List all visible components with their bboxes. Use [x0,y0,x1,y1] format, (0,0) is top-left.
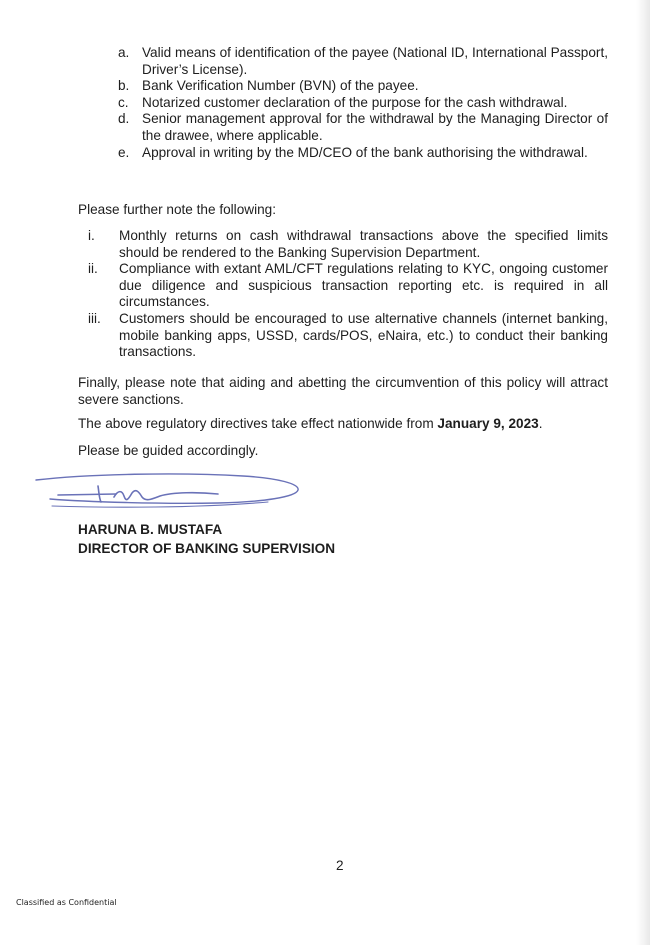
effective-date-suffix: . [538,416,543,431]
list-marker: iii. [88,310,101,326]
list-item-text: Bank Verification Number (BVN) of the payee. [142,78,419,94]
list-item [118,45,608,78]
signature-stroke [36,474,298,503]
list-marker: a. [118,45,130,60]
page-number: 2 [336,858,344,873]
list-item-text: Notarized customer declaration of the purpose for the cash withdrawal. [142,94,568,110]
list-marker: d. [118,111,130,127]
effective-date-paragraph [78,416,608,433]
requirements-list [118,45,608,161]
list-item-text: Compliance with extant AML/CFT regulations relating to KYC, ongoing customer due diligence and suspicious transaction reporting etc. is required in all circumstances. [119,261,608,310]
effective-date: January 9, 2023 [437,416,539,431]
list-item-text: Approval in writing by the MD/CEO of the bank authorising the withdrawal. [142,144,588,160]
list-item [78,311,608,361]
list-item [78,228,608,261]
list-item-text: Monthly returns on cash withdrawal transactions above the specified limits should be rendered to the Banking Supervision Department. [119,228,608,260]
closing-line: Please be guided accordingly. [78,443,259,458]
list-marker: i. [88,228,95,243]
list-marker: ii. [88,261,98,277]
signature-graphic [28,466,308,514]
list-marker: e. [118,144,130,160]
list-item [78,261,608,311]
signature-stroke [114,491,218,500]
list-item [118,78,608,95]
list-item-text: Senior management approval for the withdrawal by the Managing Director of the drawee, where applicable. [142,111,608,143]
signatory-title: DIRECTOR OF BANKING SUPERVISION [78,541,336,556]
list-item-text: Valid means of identification of the payee (National ID, International Passport, Driver’s License). [142,45,608,77]
list-marker: b. [118,78,130,94]
further-note-heading: Please further note the following: [78,202,276,217]
list-item [118,95,608,112]
page-fold-shadow [636,0,650,945]
notes-list [78,228,608,361]
list-item [118,145,608,162]
signature-stroke [58,494,116,495]
list-item [118,111,608,144]
effective-date-prefix: The above regulatory directives take effect nationwide from [78,416,438,431]
classification-label: Classified as Confidential [16,898,117,907]
list-item-text: Customers should be encouraged to use alternative channels (internet banking, mobile banking apps, USSD, cards/POS, eNaira, etc.) to conduct their banking transactions. [119,310,608,360]
list-marker: c. [118,94,129,110]
sanctions-paragraph: Finally, please note that aiding and abetting the circumvention of this policy will attract severe sanctions. [78,375,608,407]
signatory-name: HARUNA B. MUSTAFA [78,522,223,537]
